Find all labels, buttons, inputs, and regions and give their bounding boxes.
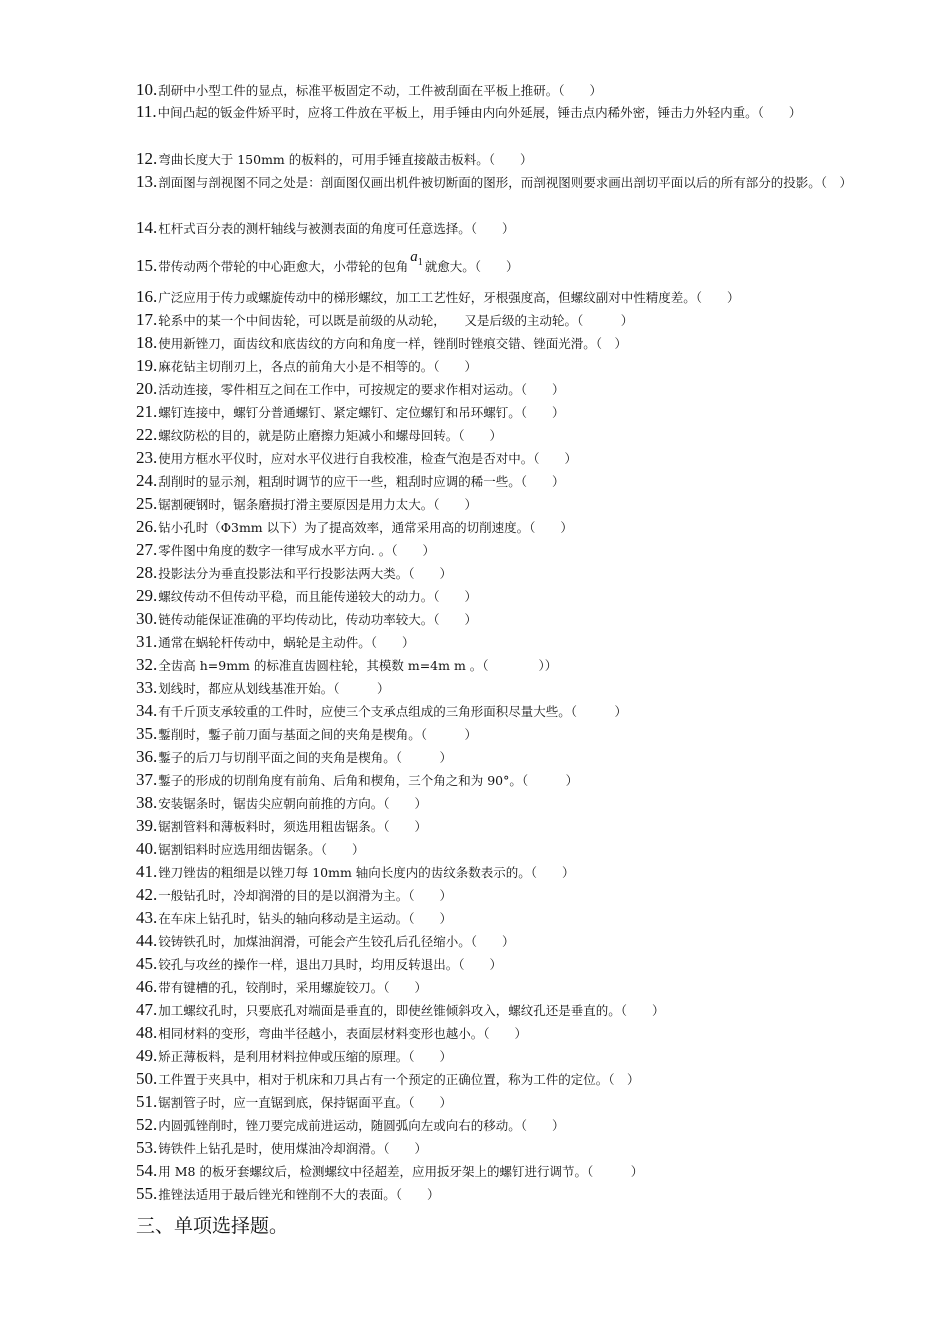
alpha-symbol: $a_1$ xyxy=(410,249,423,268)
question-52: 52.内圆弧锉削时，锉刀要完成前进运动，随圆弧向左或向右的移动。（ ） xyxy=(136,1115,565,1134)
question-20: 20.活动连接，零件相互之间在工作中，可按规定的要求作相对运动。（ ） xyxy=(136,379,565,398)
question-18: 18.使用新锉刀，面齿纹和底齿纹的方向和角度一样，锉削时锉痕交错、锉面光滑。（ ） xyxy=(136,333,628,352)
question-30: 30.链传动能保证准确的平均传动比，传动功率较大。（ ） xyxy=(136,609,478,628)
question-42: 42.一般钻孔时，冷却润滑的目的是以润滑为主。（ ） xyxy=(136,885,453,904)
question-24: 24.刮削时的显示剂，粗刮时调节的应干一些，粗刮时应调的稀一些。（ ） xyxy=(136,471,565,490)
question-11: 11.中间凸起的钣金件矫平时，应将工件放在平板上，用手锤由内向外延展，锤击点内稀外密，锤击力外轻内重。（ ） xyxy=(136,102,802,121)
question-32: 32.全齿高 h=9mm 的标准直齿圆柱轮，其模数 m=4m m 。（ ）） xyxy=(136,655,558,674)
question-47: 47.加工螺纹孔时，只要底孔对端面是垂直的，即使丝锥倾斜攻入，螺纹孔还是垂直的。（ ） xyxy=(136,1000,665,1019)
question-16: 16.广泛应用于传力或螺旋传动中的梯形螺纹，加工工艺性好，牙根强度高，但螺纹副对中性精度差。（ ） xyxy=(136,287,740,306)
question-17: 17.轮系中的某一个中间齿轮，可以既是前级的从动轮， 又是后级的主动轮。（ ） xyxy=(136,310,634,329)
question-49: 49.矫正薄板料，是利用材料拉伸或压缩的原理。（ ） xyxy=(136,1046,453,1065)
question-37: 37.鏨子的形成的切削角度有前角、后角和楔角，三个角之和为 90°。（ ） xyxy=(136,770,579,789)
question-36: 36.鏨子的后刀与切削平面之间的夹角是楔角。（ ） xyxy=(136,747,453,766)
question-27: 27.零件图中角度的数字一律写成水平方向. 。（ ） xyxy=(136,540,435,559)
question-13: 13.剖面图与剖视图不同之处是：剖面图仅画出机件被切断面的图形，而剖视图则要求画出剖切平面以后的所有部分的投影。（ ） xyxy=(136,172,853,191)
question-43: 43.在车床上钻孔时，钻头的轴向移动是主运动。（ ） xyxy=(136,908,453,927)
question-22: 22.螺纹防松的目的，就是防止磨擦力矩减小和螺母回转。（ ） xyxy=(136,425,503,444)
question-25: 25.锯割硬钢时，锯条磨损打滑主要原因是用力太大。（ ） xyxy=(136,494,478,513)
question-15: 15.带传动两个带轮的中心距愈大，小带轮的包角$a_1$ 就愈大。（ ） xyxy=(136,249,519,275)
question-51: 51.锯割管子时，应一直锯到底，保持锯面平直。（ ） xyxy=(136,1092,453,1111)
question-54: 54.用 M8 的板牙套螺纹后，检测螺纹中径超差，应用扳牙架上的螺钉进行调节。（ ） xyxy=(136,1161,644,1180)
question-38: 38.安装锯条时，锯齿尖应朝向前推的方向。（ ） xyxy=(136,793,428,812)
question-31: 31.通常在蜗轮杆传动中，蜗轮是主动件。（ ） xyxy=(136,632,415,651)
question-45: 45.铰孔与攻丝的操作一样，退出刀具时，均用反转退出。（ ） xyxy=(136,954,503,973)
question-53: 53.铸铁件上钻孔是时，使用煤油冷却润滑。（ ） xyxy=(136,1138,428,1157)
question-28: 28.投影法分为垂直投影法和平行投影法两大类。（ ） xyxy=(136,563,453,582)
question-35: 35.鏨削时，鏨子前刀面与基面之间的夹角是楔角。（ ） xyxy=(136,724,478,743)
question-46: 46.带有键槽的孔，铰削时，采用螺旋铰刀。（ ） xyxy=(136,977,428,996)
question-39: 39.锯割管料和薄板料时，须选用粗齿锯条。（ ） xyxy=(136,816,428,835)
question-10: 10.刮研中小型工件的显点，标准平板固定不动，工件被刮面在平板上推研。（ ） xyxy=(136,80,603,99)
question-14: 14.杠杆式百分表的测杆轴线与被测表面的角度可任意选择。（ ） xyxy=(136,218,515,237)
question-34: 34.有千斤顶支承较重的工件时，应使三个支承点组成的三角形面积尽量大些。（ ） xyxy=(136,701,628,720)
question-19: 19.麻花钻主切削刃上，各点的前角大小是不相等的。（ ） xyxy=(136,356,478,375)
question-26: 26.钻小孔时（Φ3mm 以下）为了提高效率，通常采用高的切削速度。（ ） xyxy=(136,517,573,536)
question-41: 41.锉刀锉齿的粗细是以锉刀每 10mm 轴向长度内的齿纹条数表示的。（ ） xyxy=(136,862,575,881)
question-40: 40.锯割铝料时应选用细齿锯条。（ ） xyxy=(136,839,365,858)
question-12: 12.弯曲长度大于 150mm 的板料的，可用手锤直接敲击板料。（ ） xyxy=(136,149,533,168)
question-33: 33.划线时，都应从划线基准开始。（ ） xyxy=(136,678,390,697)
question-21: 21.螺钉连接中，螺钉分普通螺钉、紧定螺钉、定位螺钉和吊环螺钉。（ ） xyxy=(136,402,565,421)
section-heading: 三、单项选择题。 xyxy=(136,1215,289,1237)
question-55: 55.推锉法适用于最后锉光和锉削不大的表面。（ ） xyxy=(136,1184,440,1203)
question-23: 23.使用方框水平仪时，应对水平仪进行自我校准，检查气泡是否对中。（ ） xyxy=(136,448,578,467)
question-48: 48.相同材料的变形，弯曲半径越小，表面层材料变形也越小。（ ） xyxy=(136,1023,528,1042)
question-50: 50.工件置于夹具中，相对于机床和刀具占有一个预定的正确位置，称为工件的定位。（ ） xyxy=(136,1069,640,1088)
question-29: 29.螺纹传动不但传动平稳，而且能传递较大的动力。（ ） xyxy=(136,586,478,605)
question-44: 44.铰铸铁孔时，加煤油润滑，可能会产生铰孔后孔径缩小。（ ） xyxy=(136,931,515,950)
